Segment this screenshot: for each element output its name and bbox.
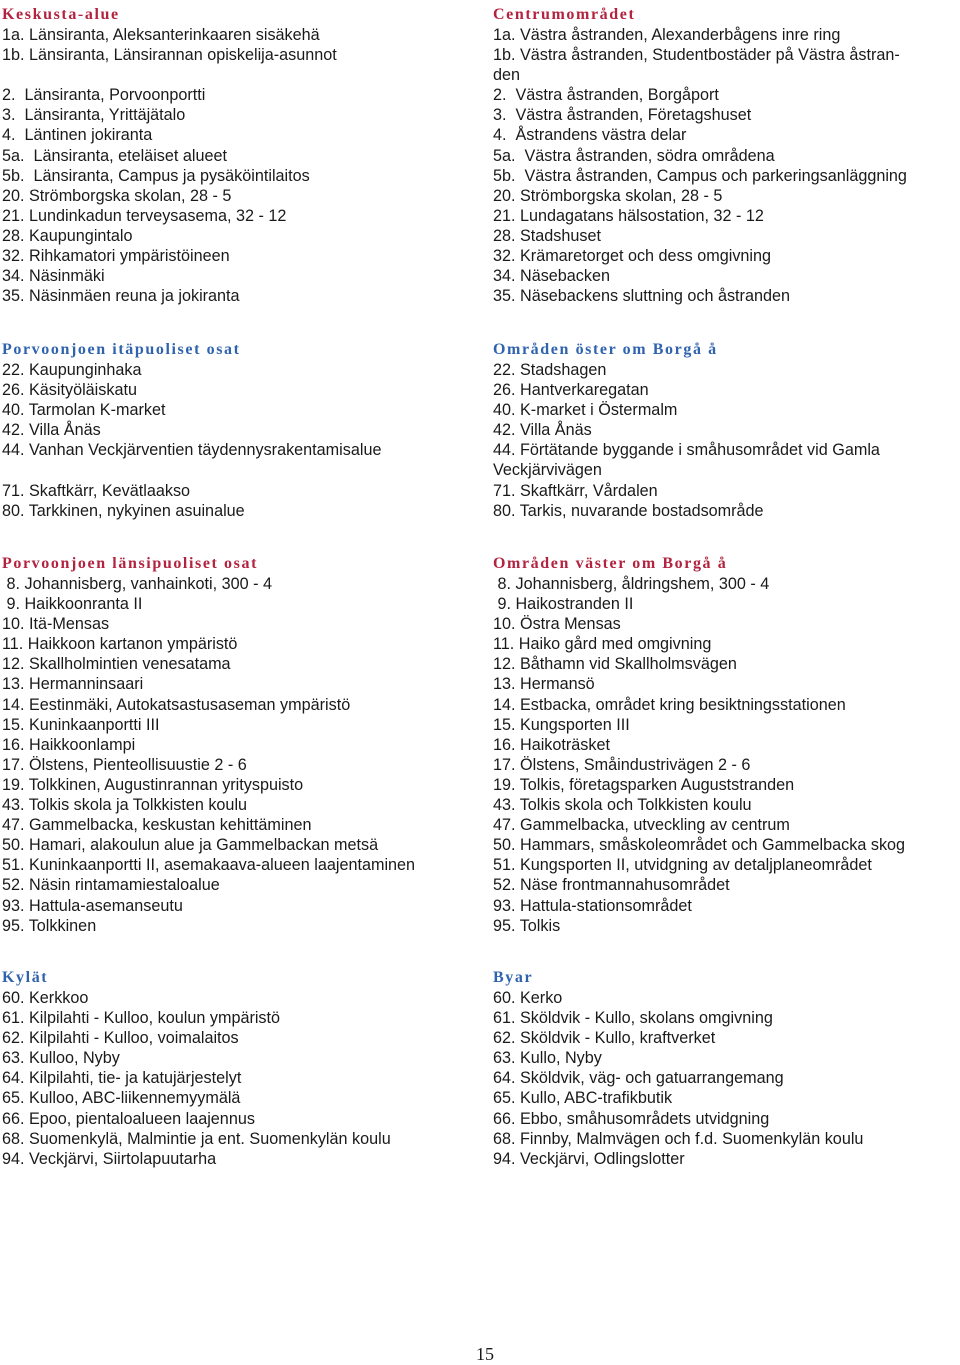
area-list <box>493 988 960 1169</box>
list-item: 5b. Västra åstranden, Campus och parkeringsanläggning <box>493 166 907 185</box>
list-item: 66. Ebbo, småhusområdets utvidgning <box>493 1109 770 1128</box>
section-heading: Byar <box>493 969 534 986</box>
list-item: 93. Hattula-stationsområdet <box>493 896 692 915</box>
section-heading: Centrumområdet <box>493 6 636 23</box>
section-heading: Keskusta-alue <box>2 6 120 23</box>
list-item: 47. Gammelbacka, keskustan kehittäminen <box>2 816 312 835</box>
list-item: 5a. Länsiranta, eteläiset alueet <box>2 146 227 165</box>
section-kylat <box>2 968 472 1169</box>
list-item: 68. Finnby, Malmvägen och f.d. Suomenkylän koulu <box>493 1129 864 1148</box>
list-item: 61. Sköldvik - Kullo, skolans omgivning <box>493 1009 773 1028</box>
section-byar <box>493 968 960 1169</box>
list-item: 12. Båthamn vid Skallholmsvägen <box>493 655 737 674</box>
list-item: 40. Tarmolan K-market <box>2 401 166 420</box>
list-item: 1b. Länsiranta, Länsirannan opiskelija-asunnot <box>2 46 337 65</box>
list-item: 2. Västra åstranden, Borgåport <box>493 86 719 105</box>
list-item: 80. Tarkis, nuvarande bostadsområde <box>493 501 764 520</box>
list-item: 66. Epoo, pientaloalueen laajennus <box>2 1109 255 1128</box>
list-item: 11. Haikkoon kartanon ympäristö <box>2 635 238 654</box>
section-heading: Kylät <box>2 969 49 986</box>
list-item: 22. Kaupunginhaka <box>2 361 142 379</box>
list-item: 16. Haikkoonlampi <box>2 735 136 754</box>
list-item: 1a. Länsiranta, Aleksanterinkaaren sisäkehä <box>2 26 320 44</box>
list-item: 14. Estbacka, området kring besiktningsstationen <box>493 695 846 714</box>
area-list <box>2 988 472 1169</box>
section-omraden-oster-om-borga-a <box>493 340 960 521</box>
list-item: 15. Kuninkaanportti III <box>2 715 160 734</box>
section-omraden-vaster-om-borga-a <box>493 554 960 936</box>
list-item: 51. Kuninkaanportti II, asemakaava-alueen laajentaminen <box>2 856 416 875</box>
list-item: 65. Kulloo, ABC-liikennemyymälä <box>2 1089 241 1108</box>
list-item: 9. Haikkoonranta II <box>2 595 143 614</box>
section-heading: Porvoonjoen länsipuoliset osat <box>2 555 259 572</box>
area-list <box>2 25 472 306</box>
list-item: 35. Näsebackens sluttning och åstranden <box>493 287 790 306</box>
list-item: 71. Skaftkärr, Vårdalen <box>493 481 658 500</box>
list-item: 34. Näsebacken <box>493 267 610 286</box>
list-item: 80. Tarkkinen, nykyinen asuinalue <box>2 501 245 520</box>
list-item: 26. Hantverkaregatan <box>493 381 649 400</box>
list-item: 42. Villa Ånäs <box>493 421 592 440</box>
list-item: 4. Läntinen jokiranta <box>2 126 153 145</box>
list-item: 35. Näsinmäen reuna ja jokiranta <box>2 287 240 306</box>
list-item: 22. Stadshagen <box>493 361 607 379</box>
section-porvoonjoen-lansipuoliset-osat <box>2 554 472 936</box>
list-item: 20. Strömborgska skolan, 28 - 5 <box>493 186 723 205</box>
list-item: 19. Tolkkinen, Augustinrannan yrityspuisto <box>2 775 304 794</box>
area-list <box>2 360 472 521</box>
list-item: 3. Länsiranta, Yrittäjätalo <box>2 106 186 125</box>
list-item: 21. Lundagatans hälsostation, 32 - 12 <box>493 206 764 225</box>
list-item: 17. Ölstens, Pienteollisuustie 2 - 6 <box>2 755 247 774</box>
list-item: 34. Näsinmäki <box>2 267 105 286</box>
list-item: 60. Kerko <box>493 989 563 1007</box>
list-item: 10. Itä-Mensas <box>2 615 110 634</box>
list-item: den <box>493 66 521 85</box>
list-spacer <box>2 460 472 480</box>
list-item: 52. Näse frontmannahusområdet <box>493 876 730 895</box>
list-item: 15. Kungsporten III <box>493 715 630 734</box>
list-item: 19. Tolkis, företagsparken Auguststranden <box>493 775 795 794</box>
list-item: 20. Strömborgska skolan, 28 - 5 <box>2 186 232 205</box>
list-item: 11. Haiko gård med omgivning <box>493 635 712 654</box>
list-item: 2. Länsiranta, Porvoonportti <box>2 86 206 105</box>
list-item: 62. Sköldvik - Kullo, kraftverket <box>493 1029 716 1048</box>
list-item: 62. Kilpilahti - Kulloo, voimalaitos <box>2 1029 239 1048</box>
list-item: 4. Åstrandens västra delar <box>493 126 687 145</box>
list-item: 8. Johannisberg, vanhainkoti, 300 - 4 <box>2 575 272 593</box>
list-item: 28. Stadshuset <box>493 226 601 245</box>
section-heading: Porvoonjoen itäpuoliset osat <box>2 341 241 358</box>
list-item: 71. Skaftkärr, Kevätlaakso <box>2 481 191 500</box>
list-item: 16. Haikoträsket <box>493 735 610 754</box>
list-item: 13. Hermansö <box>493 675 595 694</box>
list-item: 1b. Västra åstranden, Studentbostäder på Västra åstran- <box>493 46 900 65</box>
section-heading: Områden öster om Borgå å <box>493 341 718 358</box>
list-item: 68. Suomenkylä, Malmintie ja ent. Suomenkylän koulu <box>2 1129 391 1148</box>
list-item: 43. Tolkis skola ja Tolkkisten koulu <box>2 796 248 815</box>
list-item: 17. Ölstens, Småindustrivägen 2 - 6 <box>493 755 751 774</box>
list-item: 32. Rihkamatori ympäristöineen <box>2 247 230 266</box>
list-item: 63. Kulloo, Nyby <box>2 1049 120 1068</box>
list-item: 9. Haikostranden II <box>493 595 634 614</box>
list-item: 52. Näsin rintamamiestaloalue <box>2 876 220 895</box>
area-list <box>493 360 960 521</box>
list-item: 94. Veckjärvi, Odlingslotter <box>493 1149 685 1168</box>
list-item: 42. Villa Ånäs <box>2 421 101 440</box>
list-item: 94. Veckjärvi, Siirtolapuutarha <box>2 1149 217 1168</box>
list-item: 50. Hamari, alakoulun alue ja Gammelbackan metsä <box>2 836 379 855</box>
section-porvoonjoen-itapuoliset-osat <box>2 340 472 521</box>
list-item: 32. Krämaretorget och dess omgivning <box>493 247 772 266</box>
list-item: 28. Kaupungintalo <box>2 226 133 245</box>
list-item: 95. Tolkkinen <box>2 916 97 935</box>
list-item: 21. Lundinkadun terveysasema, 32 - 12 <box>2 206 287 225</box>
section-centrumomradet <box>493 5 960 306</box>
list-item: 95. Tolkis <box>493 916 561 935</box>
list-item: 26. Käsityöläiskatu <box>2 381 137 400</box>
section-keskusta-alue <box>2 5 472 306</box>
list-item: 8. Johannisberg, åldringshem, 300 - 4 <box>493 575 770 593</box>
list-item: 43. Tolkis skola och Tolkkisten koulu <box>493 796 752 815</box>
list-item: 12. Skallholmintien venesatama <box>2 655 231 674</box>
section-heading: Områden väster om Borgå å <box>493 555 728 572</box>
area-list <box>493 25 960 306</box>
list-item: 63. Kullo, Nyby <box>493 1049 602 1068</box>
list-item: 64. Kilpilahti, tie- ja katujärjestelyt <box>2 1069 242 1088</box>
area-list <box>493 574 960 936</box>
list-item: 47. Gammelbacka, utveckling av centrum <box>493 816 790 835</box>
list-item: 44. Förtätande byggande i småhusområdet vid Gamla <box>493 441 880 460</box>
list-item: 50. Hammars, småskoleområdet och Gammelbacka skog <box>493 836 906 855</box>
list-item: 44. Vanhan Veckjärventien täydennysrakentamisalue <box>2 441 382 460</box>
page-number: 15 <box>476 1344 494 1364</box>
list-item: Veckjärvivägen <box>493 461 602 480</box>
list-item: 14. Eestinmäki, Autokatsastusaseman ympäristö <box>2 695 351 714</box>
list-item: 51. Kungsporten II, utvidgning av detaljplaneområdet <box>493 856 872 875</box>
list-item: 40. K-market i Östermalm <box>493 401 678 420</box>
list-item: 5a. Västra åstranden, södra områdena <box>493 146 775 165</box>
list-item: 10. Östra Mensas <box>493 615 621 634</box>
list-item: 61. Kilpilahti - Kulloo, koulun ympäristö <box>2 1009 281 1028</box>
list-item: 64. Sköldvik, väg- och gatuarrangemang <box>493 1069 784 1088</box>
list-item: 5b. Länsiranta, Campus ja pysäköintilaitos <box>2 166 310 185</box>
list-item: 93. Hattula-asemanseutu <box>2 896 183 915</box>
list-item: 60. Kerkkoo <box>2 989 89 1007</box>
list-spacer <box>2 65 472 85</box>
list-item: 1a. Västra åstranden, Alexanderbågens inre ring <box>493 26 841 44</box>
list-item: 3. Västra åstranden, Företagshuset <box>493 106 752 125</box>
list-item: 13. Hermanninsaari <box>2 675 144 694</box>
list-item: 65. Kullo, ABC-trafikbutik <box>493 1089 673 1108</box>
area-list <box>2 574 472 936</box>
